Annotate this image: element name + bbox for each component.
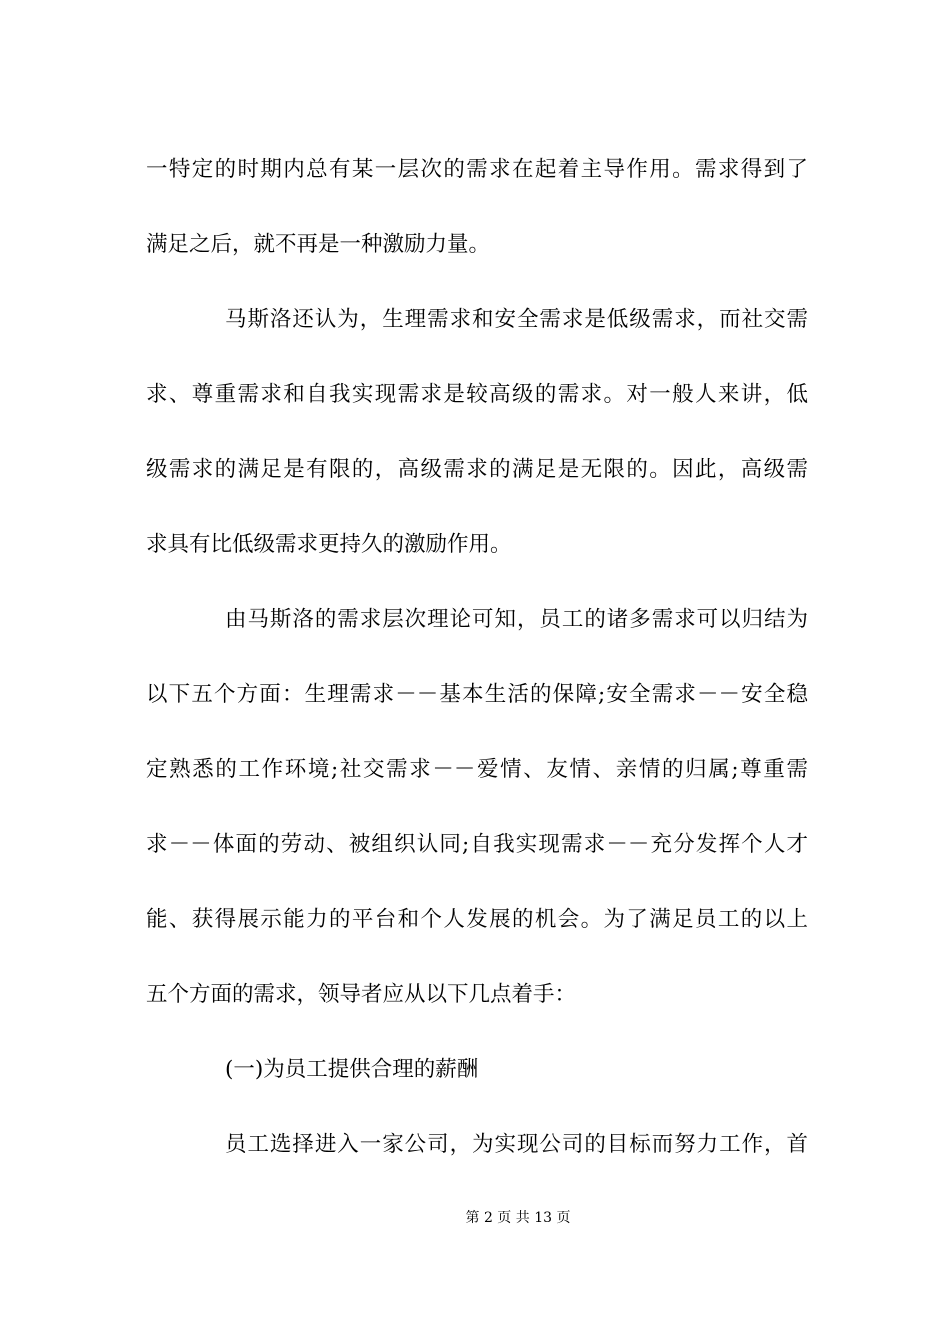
- text-line: 一特定的时期内总有某一层次的需求在起着主导作用。需求得到了: [146, 157, 808, 182]
- text-line: 以下五个方面：生理需求－－基本生活的保障;安全需求－－安全稳: [146, 682, 808, 707]
- text-line: 五个方面的需求，领导者应从以下几点着手：: [146, 982, 577, 1007]
- text-line: 级需求的满足是有限的，高级需求的满足是无限的。因此，高级需: [146, 457, 808, 482]
- page-footer: 第 2 页 共 13 页: [465, 1210, 571, 1226]
- text-line: 能、获得展示能力的平台和个人发展的机会。为了满足员工的以上: [146, 907, 808, 932]
- text-line: 求、尊重需求和自我实现需求是较高级的需求。对一般人来讲，低: [146, 382, 808, 407]
- body-text: [146, 132, 808, 1182]
- text-line: 由马斯洛的需求层次理论可知，员工的诸多需求可以归结为: [225, 607, 808, 632]
- text-line: 定熟悉的工作环境;社交需求－－爱情、友情、亲情的归属;尊重需: [146, 757, 808, 782]
- text-line: 求－－体面的劳动、被组织认同;自我实现需求－－充分发挥个人才: [146, 832, 808, 857]
- text-line: 员工选择进入一家公司，为实现公司的目标而努力工作，首: [225, 1132, 808, 1157]
- text-line: (一)为员工提供合理的薪酬: [225, 1057, 479, 1082]
- text-line: 马斯洛还认为，生理需求和安全需求是低级需求，而社交需: [225, 307, 808, 332]
- text-line: 求具有比低级需求更持久的激励作用。: [146, 532, 512, 557]
- text-line: 满足之后，就不再是一种激励力量。: [146, 232, 491, 257]
